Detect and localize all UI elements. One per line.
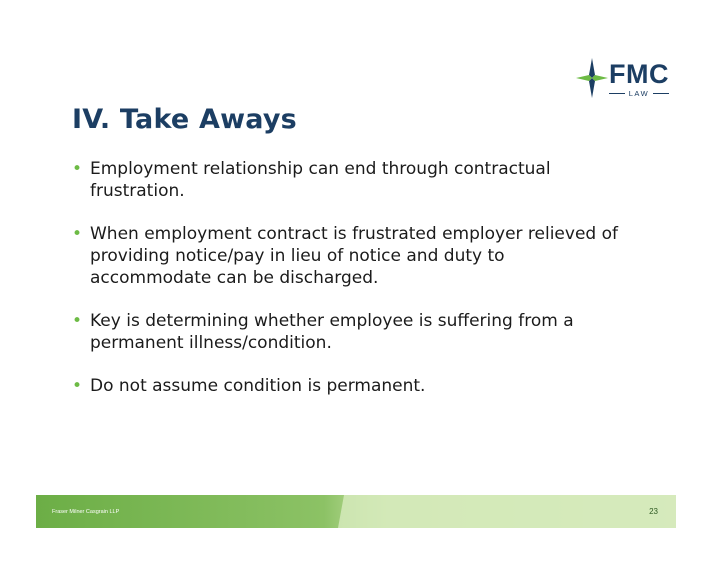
logo-rule-right xyxy=(653,93,669,94)
bullet-item xyxy=(72,158,672,202)
bullet-line: Key is determining whether employee is suffering from a xyxy=(90,311,574,331)
bullet-line: permanent illness/condition. xyxy=(90,333,332,353)
bullet-line: Employment relationship can end through contractual xyxy=(90,159,551,179)
bullet-list xyxy=(72,158,672,418)
bullet-item xyxy=(72,310,672,354)
logo-subtitle xyxy=(609,89,669,98)
bullet-line: frustration. xyxy=(90,181,185,201)
footer-bar xyxy=(36,495,676,528)
bullet-dot-icon: • xyxy=(72,311,83,331)
bullet-line: providing notice/pay in lieu of notice and duty to xyxy=(90,246,505,266)
bullet-line: accommodate can be discharged. xyxy=(90,268,379,288)
logo-sub-text: LAW xyxy=(628,89,650,98)
bullet-item xyxy=(72,375,672,397)
bullet-dot-icon: • xyxy=(72,224,83,244)
footer-background xyxy=(36,495,676,528)
bullet-line: When employment contract is frustrated employer relieved of xyxy=(90,224,618,244)
slide-title: IV. Take Aways xyxy=(72,104,297,135)
bullet-dot-icon: • xyxy=(72,159,83,179)
bullet-item xyxy=(72,223,672,289)
logo-name: FMC xyxy=(609,59,669,89)
bullet-line: Do not assume condition is permanent. xyxy=(90,376,426,396)
bullet-dot-icon: • xyxy=(72,376,83,396)
fmc-law-logo xyxy=(576,58,676,102)
compass-star-icon xyxy=(576,58,608,98)
page-number: 23 xyxy=(649,507,658,516)
firm-name: Fraser Milner Casgrain LLP xyxy=(52,509,120,515)
logo-rule-left xyxy=(609,93,625,94)
